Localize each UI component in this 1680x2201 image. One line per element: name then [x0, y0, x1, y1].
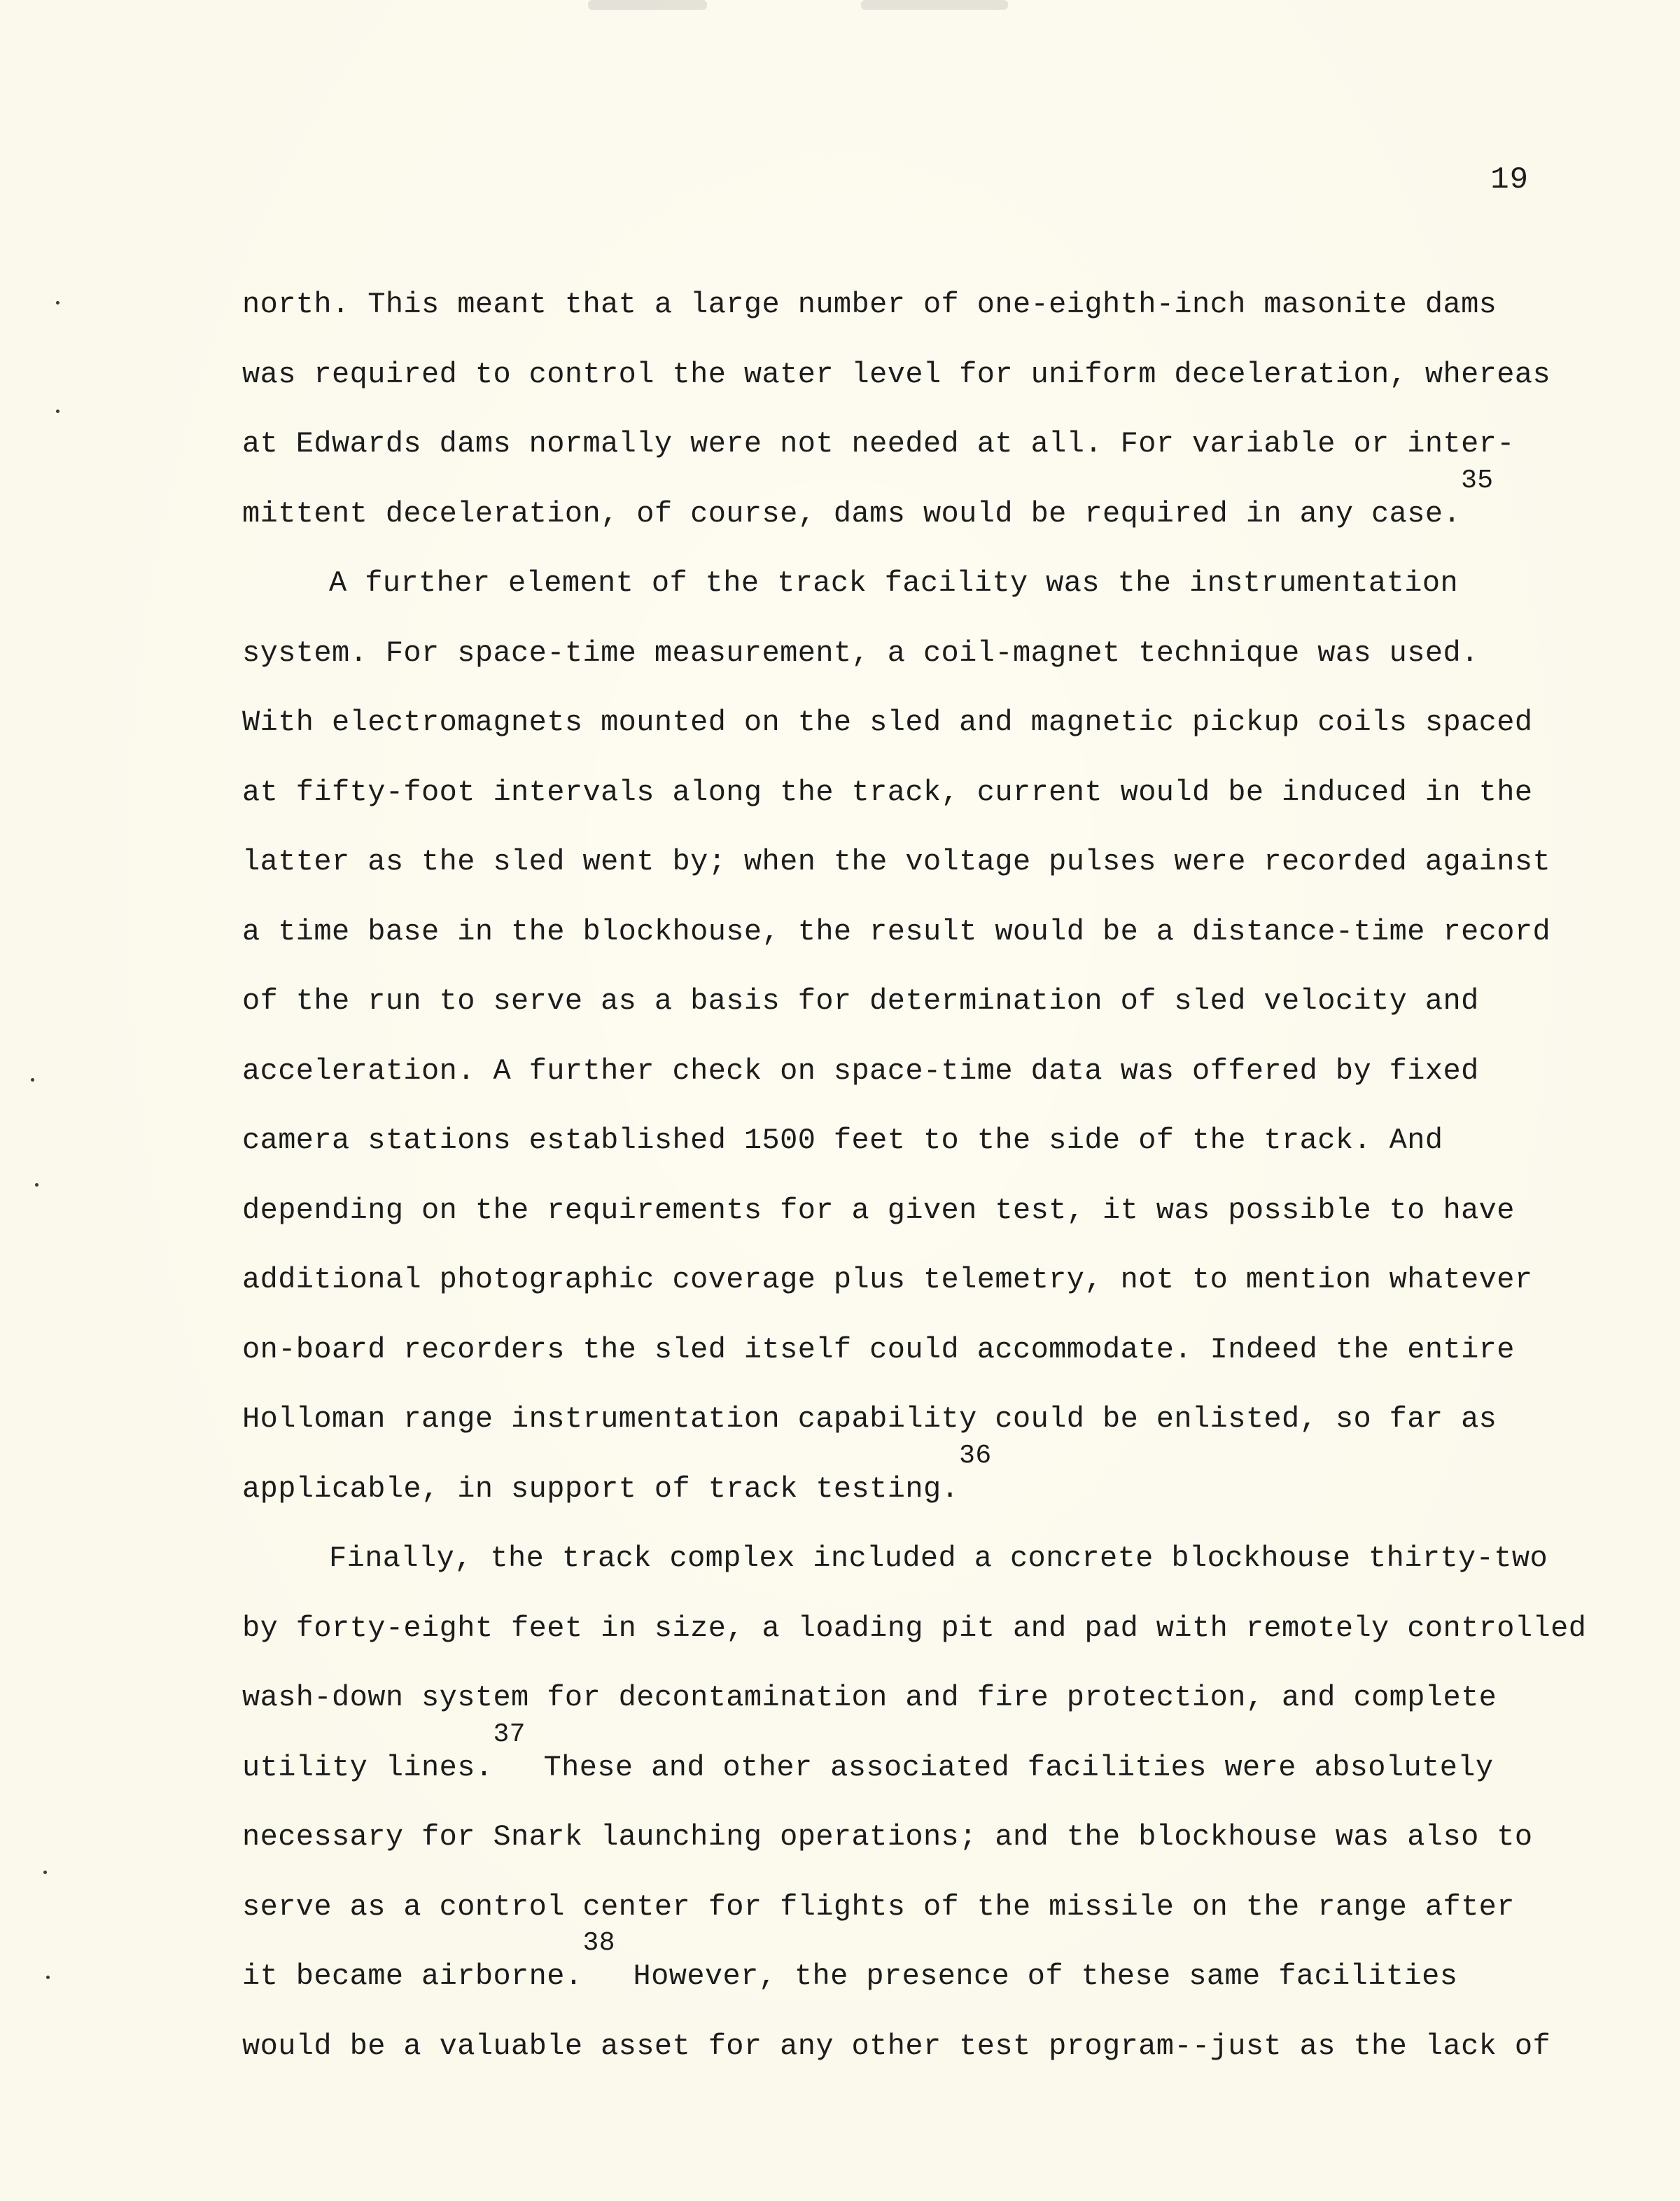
line-text: of the run to serve as a basis for determination of sled velocity and	[242, 984, 1479, 1018]
paragraph	[242, 549, 1586, 1524]
footnote-marker: 38	[582, 1928, 615, 1958]
text-line	[242, 1594, 1586, 1664]
line-text: wash-down system for decontamination and fire protection, and complete	[242, 1681, 1497, 1714]
line-text: system. For space-time measurement, a coil-magnet technique was used.	[242, 636, 1479, 670]
text-line	[242, 1524, 1586, 1594]
line-text: on-board recorders the sled itself could accommodate. Indeed the entire	[242, 1332, 1515, 1367]
text-line	[242, 1719, 1586, 1803]
footnote-marker: 37	[493, 1719, 526, 1749]
text-line	[242, 270, 1586, 340]
text-line	[242, 1440, 1586, 1525]
text-line	[242, 1315, 1586, 1385]
footnote-marker: 35	[1461, 465, 1494, 496]
line-text: a time base in the blockhouse, the result would be a distance-time record	[242, 914, 1551, 949]
text-line	[242, 340, 1586, 410]
line-text: necessary for Snark launching operations; and the blockhouse was also to	[242, 1820, 1533, 1854]
footnote-marker: 36	[959, 1440, 992, 1471]
text-line	[242, 1928, 1586, 2012]
text-line	[242, 1803, 1586, 1873]
text-line	[242, 549, 1586, 619]
text-line	[242, 2012, 1586, 2082]
margin-mark	[56, 410, 59, 413]
paragraph	[242, 270, 1586, 549]
margin-mark	[35, 1183, 38, 1187]
line-text: it became airborne.	[242, 1959, 583, 1993]
text-line	[242, 967, 1586, 1037]
margin-mark	[31, 1078, 34, 1082]
line-text: would be a valuable asset for any other test program--just as the lack of	[242, 2029, 1551, 2063]
text-line	[242, 1106, 1586, 1176]
paragraph	[242, 1524, 1586, 2081]
text-line	[242, 465, 1586, 550]
line-text: applicable, in support of track testing.	[242, 1472, 960, 1506]
line-text: mittent deceleration, of course, dams would be required in any case.	[242, 496, 1462, 531]
scan-smudge	[588, 0, 707, 10]
text-line	[242, 758, 1586, 828]
line-text: With electromagnets mounted on the sled and magnetic pickup coils spaced	[242, 706, 1533, 739]
text-line	[242, 897, 1586, 967]
line-text: acceleration. A further check on space-time data was offered by fixed	[242, 1054, 1479, 1088]
line-text: depending on the requirements for a given test, it was possible to have	[242, 1193, 1515, 1227]
scan-smudge	[861, 0, 1008, 10]
line-text: at Edwards dams normally were not needed at all. For variable or inter-	[242, 427, 1515, 461]
text-line	[242, 1385, 1586, 1455]
line-text: was required to control the water level for uniform deceleration, whereas	[242, 357, 1551, 391]
line-text: A further element of the track facility was the instrumentation	[329, 566, 1459, 600]
line-text: latter as the sled went by; when the voltage pulses were recorded against	[242, 845, 1551, 879]
line-text: by forty-eight feet in size, a loading pit and pad with remotely controlled	[242, 1611, 1587, 1645]
line-text: serve as a control center for flights of the missile on the range after	[242, 1889, 1515, 1924]
text-line	[242, 619, 1586, 689]
line-text: north. This meant that a large number of one-eighth-inch masonite dams	[242, 288, 1497, 321]
margin-mark	[56, 301, 59, 305]
line-text: at fifty-foot intervals along the track, current would be induced in the	[242, 775, 1533, 809]
margin-mark	[46, 1976, 50, 1979]
text-line	[242, 688, 1586, 758]
text-line	[242, 1176, 1586, 1246]
line-text: camera stations established 1500 feet to the side of the track. And	[242, 1124, 1443, 1157]
line-text: additional photographic coverage plus telemetry, not to mention whatever	[242, 1263, 1533, 1297]
text-line	[242, 827, 1586, 897]
text-line	[242, 1663, 1586, 1733]
text-line	[242, 410, 1586, 480]
line-text-continued: These and other associated facilities were absolutely	[525, 1750, 1494, 1784]
text-line	[242, 1037, 1586, 1107]
text-line	[242, 1245, 1586, 1315]
body-text	[242, 270, 1586, 2081]
line-text: Finally, the track complex included a concrete blockhouse thirty-two	[329, 1542, 1548, 1575]
margin-mark	[43, 1871, 47, 1874]
page-number: 19	[1490, 162, 1529, 197]
line-text-continued: However, the presence of these same facilities	[615, 1959, 1458, 1993]
line-text: Holloman range instrumentation capability could be enlisted, so far as	[242, 1402, 1497, 1436]
text-line	[242, 1873, 1586, 1943]
line-text: utility lines.	[242, 1750, 493, 1784]
